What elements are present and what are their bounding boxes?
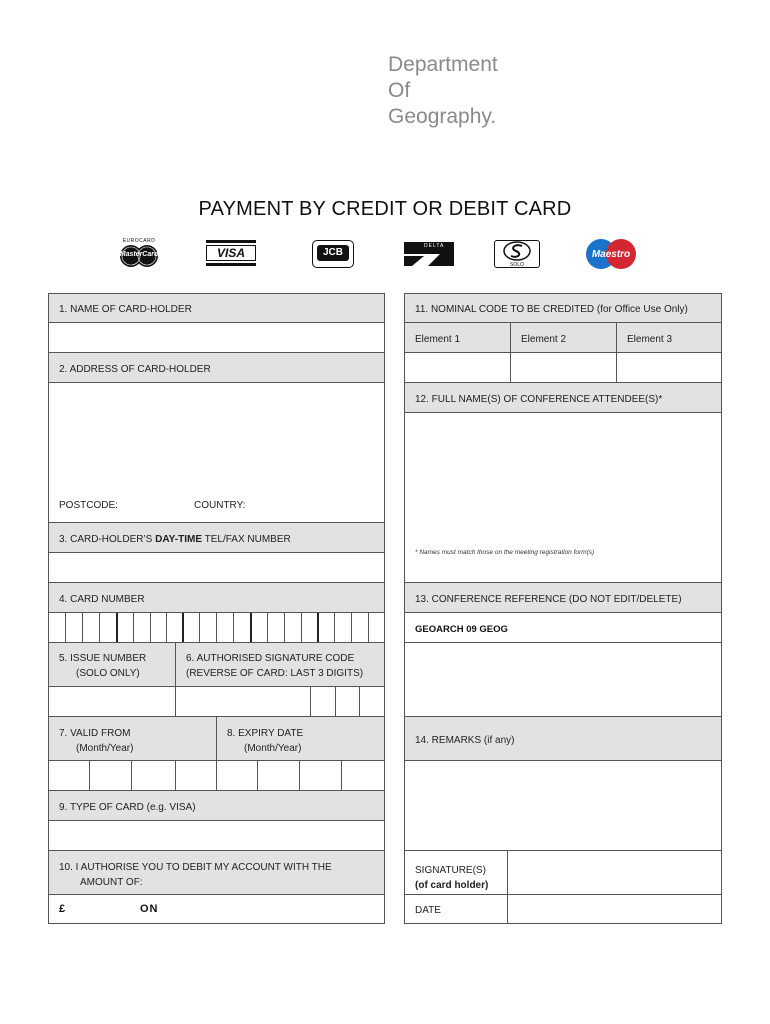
valid-from-digit-1[interactable]: [48, 760, 90, 791]
telephone-label-prefix: 3. CARD-HOLDER’S: [59, 534, 156, 545]
card-number-box: [182, 613, 184, 642]
on-label: ON: [140, 903, 159, 915]
card-holder-name-label: 1. NAME OF CARD-HOLDER: [59, 304, 192, 315]
maestro-text: Maestro: [591, 249, 631, 260]
address-field[interactable]: [48, 382, 385, 523]
card-number-box: [116, 613, 118, 642]
attendee-names-label: 12. FULL NAME(S) OF CONFERENCE ATTENDEE(S)*: [415, 394, 663, 405]
delta-text: DELTA: [424, 243, 445, 249]
conference-reference-field: [404, 612, 722, 643]
card-number-box: [166, 613, 167, 642]
card-type-field[interactable]: [48, 820, 385, 851]
element-2-header: [510, 322, 617, 353]
jcb-logo: [312, 238, 354, 272]
form-title: PAYMENT BY CREDIT OR DEBIT CARD: [198, 198, 572, 220]
amount-field[interactable]: [48, 894, 385, 924]
card-number-box: [133, 613, 134, 642]
telephone-field[interactable]: [48, 552, 385, 583]
authorise-header: [48, 850, 385, 895]
solo-icon: [494, 241, 540, 263]
card-number-box: [267, 613, 268, 642]
date-label-cell: [404, 894, 508, 924]
pound-sign: £: [59, 903, 66, 915]
card-number-box: [317, 613, 319, 642]
card-number-field[interactable]: [48, 612, 385, 643]
signature-code-sublabel: (REVERSE OF CARD: LAST 3 DIGITS): [186, 668, 364, 679]
department-heading: [388, 52, 498, 130]
signature-code-digit-1[interactable]: [310, 686, 336, 717]
element-2-field[interactable]: [510, 352, 617, 383]
expiry-date-header: [216, 716, 385, 761]
card-number-box: [65, 613, 66, 642]
country-label: COUNTRY:: [194, 500, 246, 511]
valid-from-sublabel: (Month/Year): [76, 743, 134, 754]
expiry-date-digit-2[interactable]: [257, 760, 300, 791]
conference-reference-value: GEOARCH 09 GEOG: [415, 624, 508, 635]
card-holder-name-field[interactable]: [48, 322, 385, 353]
telephone-header: [48, 522, 385, 553]
address-label: 2. ADDRESS OF CARD-HOLDER: [59, 364, 211, 375]
date-field[interactable]: [507, 894, 722, 924]
authorise-sublabel: AMOUNT OF:: [80, 877, 143, 888]
signature-sublabel: (of card holder): [415, 880, 489, 891]
card-number-box: [368, 613, 369, 642]
solo-text: SOLO: [510, 262, 524, 268]
nominal-code-label: 11. NOMINAL CODE TO BE CREDITED (for Office Use Only): [415, 304, 688, 315]
blank-spacer: [404, 642, 722, 717]
signature-code-header: [175, 642, 385, 687]
card-number-box: [301, 613, 302, 642]
address-header: [48, 352, 385, 383]
authorise-label: 10. I AUTHORISE YOU TO DEBIT MY ACCOUNT WITH THE: [59, 862, 332, 873]
element-3-field[interactable]: [616, 352, 722, 383]
signature-code-digit-3[interactable]: [359, 686, 385, 717]
expiry-date-sublabel: (Month/Year): [244, 743, 302, 754]
telephone-label: [59, 534, 291, 545]
department-line2: Of: [388, 79, 411, 102]
valid-from-digit-4[interactable]: [175, 760, 217, 791]
attendee-names-header: [404, 382, 722, 413]
element-1-field[interactable]: [404, 352, 511, 383]
card-number-box: [284, 613, 285, 642]
expiry-date-digit-3[interactable]: [299, 760, 342, 791]
card-holder-name-header: [48, 293, 385, 323]
expiry-date-label: 8. EXPIRY DATE: [227, 728, 304, 739]
signature-label: SIGNATURE(S): [415, 865, 486, 876]
attendee-names-field[interactable]: [404, 412, 722, 583]
delta-logo: [404, 238, 454, 272]
card-number-box: [351, 613, 352, 642]
remarks-field[interactable]: [404, 760, 722, 851]
remarks-label: 14. REMARKS (if any): [415, 735, 515, 746]
remarks-header: [404, 716, 722, 761]
jcb-text: JCB: [317, 245, 349, 261]
card-number-box: [233, 613, 234, 642]
visa-logo: [206, 238, 256, 272]
card-number-box: [150, 613, 151, 642]
element-3-header: [616, 322, 722, 353]
solo-logo: [494, 238, 540, 272]
valid-from-label: 7. VALID FROM: [59, 728, 131, 739]
eurocard-text: EUROCARD: [122, 238, 156, 244]
visa-text: VISA: [206, 245, 256, 261]
issue-number-label: 5. ISSUE NUMBER: [59, 653, 147, 664]
card-number-box: [334, 613, 335, 642]
issue-number-sublabel: (SOLO ONLY): [76, 668, 140, 679]
attendee-names-note: * Names must match those on the meeting registration form(s): [415, 549, 595, 556]
telephone-label-suffix: TEL/FAX NUMBER: [202, 534, 291, 545]
element-3-label: Element 3: [627, 334, 673, 345]
issue-number-field[interactable]: [48, 686, 176, 717]
card-number-box: [99, 613, 100, 642]
issue-number-header: [48, 642, 176, 687]
conference-reference-label: 13. CONFERENCE REFERENCE (DO NOT EDIT/DELETE): [415, 594, 682, 605]
signature-field[interactable]: [507, 850, 722, 895]
card-type-label: 9. TYPE OF CARD (e.g. VISA): [59, 802, 196, 813]
element-1-header: [404, 322, 511, 353]
element-2-label: Element 2: [521, 334, 567, 345]
expiry-date-digit-4[interactable]: [341, 760, 385, 791]
card-number-box: [216, 613, 217, 642]
signature-label-cell: [404, 850, 508, 895]
nominal-code-header: [404, 293, 722, 323]
expiry-date-digit-1[interactable]: [216, 760, 258, 791]
card-type-header: [48, 790, 385, 821]
telephone-label-bold: DAY-TIME: [155, 534, 203, 545]
card-number-box: [82, 613, 83, 642]
element-1-label: Element 1: [415, 334, 461, 345]
card-number-box: [250, 613, 252, 642]
mastercard-text: MasterCard: [119, 251, 159, 258]
valid-from-digit-3[interactable]: [131, 760, 176, 791]
department-line3: Geography.: [388, 105, 497, 128]
mastercard-logo: [114, 238, 164, 272]
maestro-logo: [583, 238, 639, 272]
conference-reference-header: [404, 582, 722, 613]
signature-code-label: 6. AUTHORISED SIGNATURE CODE: [186, 653, 355, 664]
card-number-box: [199, 613, 200, 642]
date-label: DATE: [415, 905, 441, 916]
valid-from-header: [48, 716, 217, 761]
signature-code-spacer: [175, 686, 311, 717]
card-number-label: 4. CARD NUMBER: [59, 594, 145, 605]
valid-from-digit-2[interactable]: [89, 760, 132, 791]
postcode-label: POSTCODE:: [59, 500, 118, 511]
signature-code-digit-2[interactable]: [335, 686, 360, 717]
card-number-header: [48, 582, 385, 613]
department-line1: Department: [388, 53, 498, 76]
